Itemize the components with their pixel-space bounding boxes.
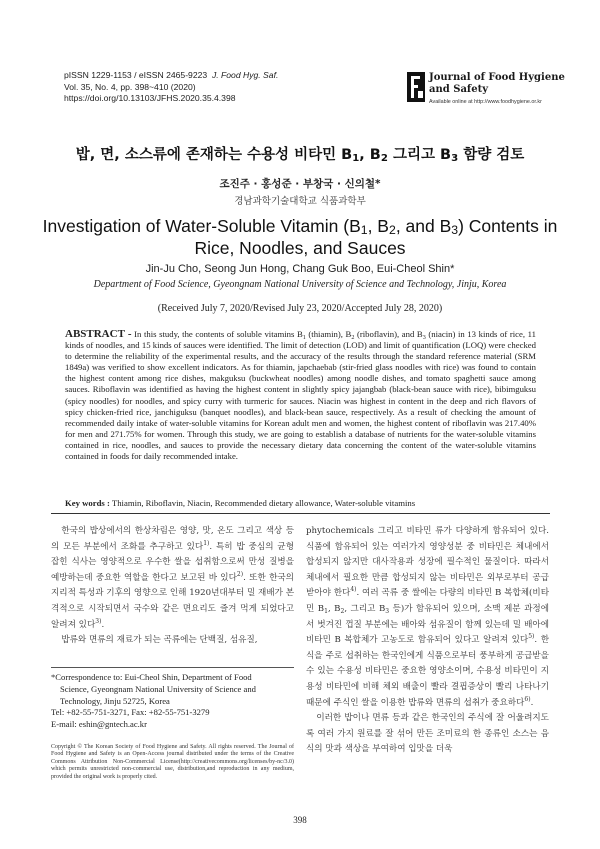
affiliation-korean: 경남과학기술대학교 식품과학부	[234, 196, 366, 207]
abstract-label: ABSTRACT -	[65, 328, 132, 340]
logo-title: Journal of Food Hygiene and Safety	[429, 72, 565, 95]
journal-logo	[407, 72, 565, 116]
section-divider	[51, 513, 550, 514]
title-korean: 밥, 면, 소스류에 존재하는 수용성 비타민 $B_1$, $B_2$ 그리고 $B_3$ 함량 검토	[75, 147, 525, 164]
correspondence: *Correspondence to: Eui-Cheol Shin, Department of Food Science, Gyeongnam National University of Science and Technology, Jinju 52725, Korea Tel: +82-55-751-3271, Fax: +82-55-751-3279 E-mail: eshin@gntech.ac.kr	[51, 672, 294, 731]
paragraph: 한국의 밥상에서의 한상차림은 영양, 맛, 온도 그리고 색상 등의 모든 부분에서 조화를 추구하고 있다$^{1)}$. 특히 밥 중심의 균형 잡힌 식사는 영양적으로 우수한 쌀을 섭취함으로써 만성 질병을 예방하는데 중요한 역할을 한다고 보고된 바 있다$^{2)}$. 또한 한국의 지리적 특성과 기후의 영향으로 인해 1920년대부터 밀 재배가 본격적으로 시작되면서 국수와 같은 면요리도 즐겨 먹게 되었다고 알려져 있다$^{3)}$.	[51, 526, 295, 630]
journal-header	[64, 70, 278, 105]
body-left-column	[51, 524, 294, 649]
abstract: ABSTRACT - In this study, the contents of soluble vitamins $B_1$ (thiamin), $B_2$ (riboflavin), and $B_3$ (niacin) in 13 kinds of rice, 11 kinds of noodles, and 15 kinds of sauces were identified. The limit of detection (LOD) and limit of quantification (LOQ) were checked to determine the reliability of the experimental results, and the accuracy of the results through the standard reference material (SRM 1849a) was verified to show excellent indicators. As for thiamin, japchaebab (stir-fried glass noodles with rice) was found to contain the highest content among rice dishes, makguksu (buckwheat noodles) among noodle dishes, and tomato spaghetti sauce among sauces. Riboflavin was identified as having the highest content in slightly spicy jajangbab (black-bean sauce with rice), bibimguksu (spicy noodles) for noodles, and spicy curry with turmeric for sauces. Niacin was highest in content in the deep and rich flavors of spicy chicken-fried rice, janchiguksu (banquet noodles), and black-bean sauce, respectively. As a result of checking the amount of recommended daily intake of water-soluble vitamins for Korean adult men and women, the highest content of riboflavin was 217.40% for men and 271.75% for women. Through this study, we are going to establish a database of nutrients for the water-soluble vitamins contained in rice, noodles, and sauces to provide the necessary dietary data concerning the content of the water-soluble vitamins contained in foods for daily recommended intake.	[65, 328, 537, 462]
authors-english: Jin-Ju Cho, Seong Jun Hong, Chang Guk Boo, Eui-Cheol Shin*	[145, 263, 455, 275]
logo-website[interactable]: Available online at http://www.foodhygiene.or.kr	[429, 99, 542, 105]
affiliation-english: Department of Food Science, Gyeongnam National University of Science and Technology, Jinju, Korea	[93, 279, 507, 290]
copyright-notice: Copyright © The Korean Society of Food Hygiene and Safety. All rights reserved. The Journal of Food Hygiene and Safety is an Open-Access journal distributed under the terms of the Creative Commons Attribution Non-Commercial License(http://creativecommons.org/licenses/by-nc/3.0) which permits unrestricted non-commercial use, distribution,and reproduction in any medium, provided the original work is properly cited.	[51, 744, 294, 780]
doi-link[interactable]: https://doi.org/10.13103/JFHS.2020.35.4.398	[64, 93, 236, 103]
keywords-label: Key words :	[65, 498, 110, 508]
page-number: 398	[293, 815, 307, 825]
received-dates: (Received July 7, 2020/Revised July 23, 2020/Accepted July 28, 2020)	[157, 303, 443, 314]
body-right-column	[306, 524, 549, 758]
footnote-divider	[51, 667, 294, 668]
paragraph: 밥류와 면류의 재료가 되는 곡류에는 단백질, 섬유질,	[61, 635, 258, 646]
issn-line: pISSN 1229-1153 / eISSN 2465-9223 J. Food Hyg. Saf.	[64, 70, 279, 80]
keywords: Key words : Thiamin, Riboflavin, Niacin, Recommended dietary allowance, Water-soluble vitamins	[65, 498, 416, 508]
volume-line: Vol. 35, No. 4, pp. 398~410 (2020)	[64, 81, 196, 92]
title-english: Investigation of Water-Soluble Vitamin ($B_1$, $B_2$, and $B_3$) Contents in Rice, Noodles, and Sauces	[42, 216, 558, 258]
email-link[interactable]: E-mail: eshin@gntech.ac.kr	[51, 719, 147, 730]
paragraph: 이러한 밥이나 면류 등과 같은 한국인의 주식에 잘 어울려지도록 여러 가지 원료를 잘 섞어 만든 조미료의 한 종류인 소스는 음식의 맛과 색상을 부여하여 입맛을 더욱	[306, 713, 549, 755]
journal-logo-icon	[407, 72, 425, 102]
authors-korean: 조진주 · 홍성준 · 부창국 · 신의철*	[219, 178, 381, 190]
paragraph: phytochemicals 그리고 비타민 류가 다양하게 함유되어 있다. 식품에 함유되어 있는 여러가지 영양성분 중 비타민은 체내에서 합성되지 않지만 대사작용과 성장에 필수적인 물질이다. 따라서 체내에서 필요한 만큼 합성되지 않는 비타민은 외부로부터 공급 받아야 한다$^{4)}$. 여러 곡류 중 쌀에는 다량의 비타민 B 복합체(비타민 $B_1$, $B_2$, 그리고 $B_3$ 등)가 함유되어 있으며, 소맥 제분 과정에서 벗겨진 껍질 부분에는 배아와 섬유질이 함께 있는데 밀 배아에 비타민 B 복합체가 고농도로 함유되어 있다고 알려져 있다$^{5)}$. 한식을 주로 섭취하는 한국인에게 식품으로부터 풍부하게 공급받을 수 있는 수용성 비타민은 중요한 영양소이며, 수용성 비타민이 지용성 비타민에 비해 체외 배출이 빨라 결핍증상이 빨리 나타나기 때문에 주식인 쌀을 이용한 밥류와 면류의 섭취가 중요하다$^{6)}$.	[306, 526, 550, 708]
